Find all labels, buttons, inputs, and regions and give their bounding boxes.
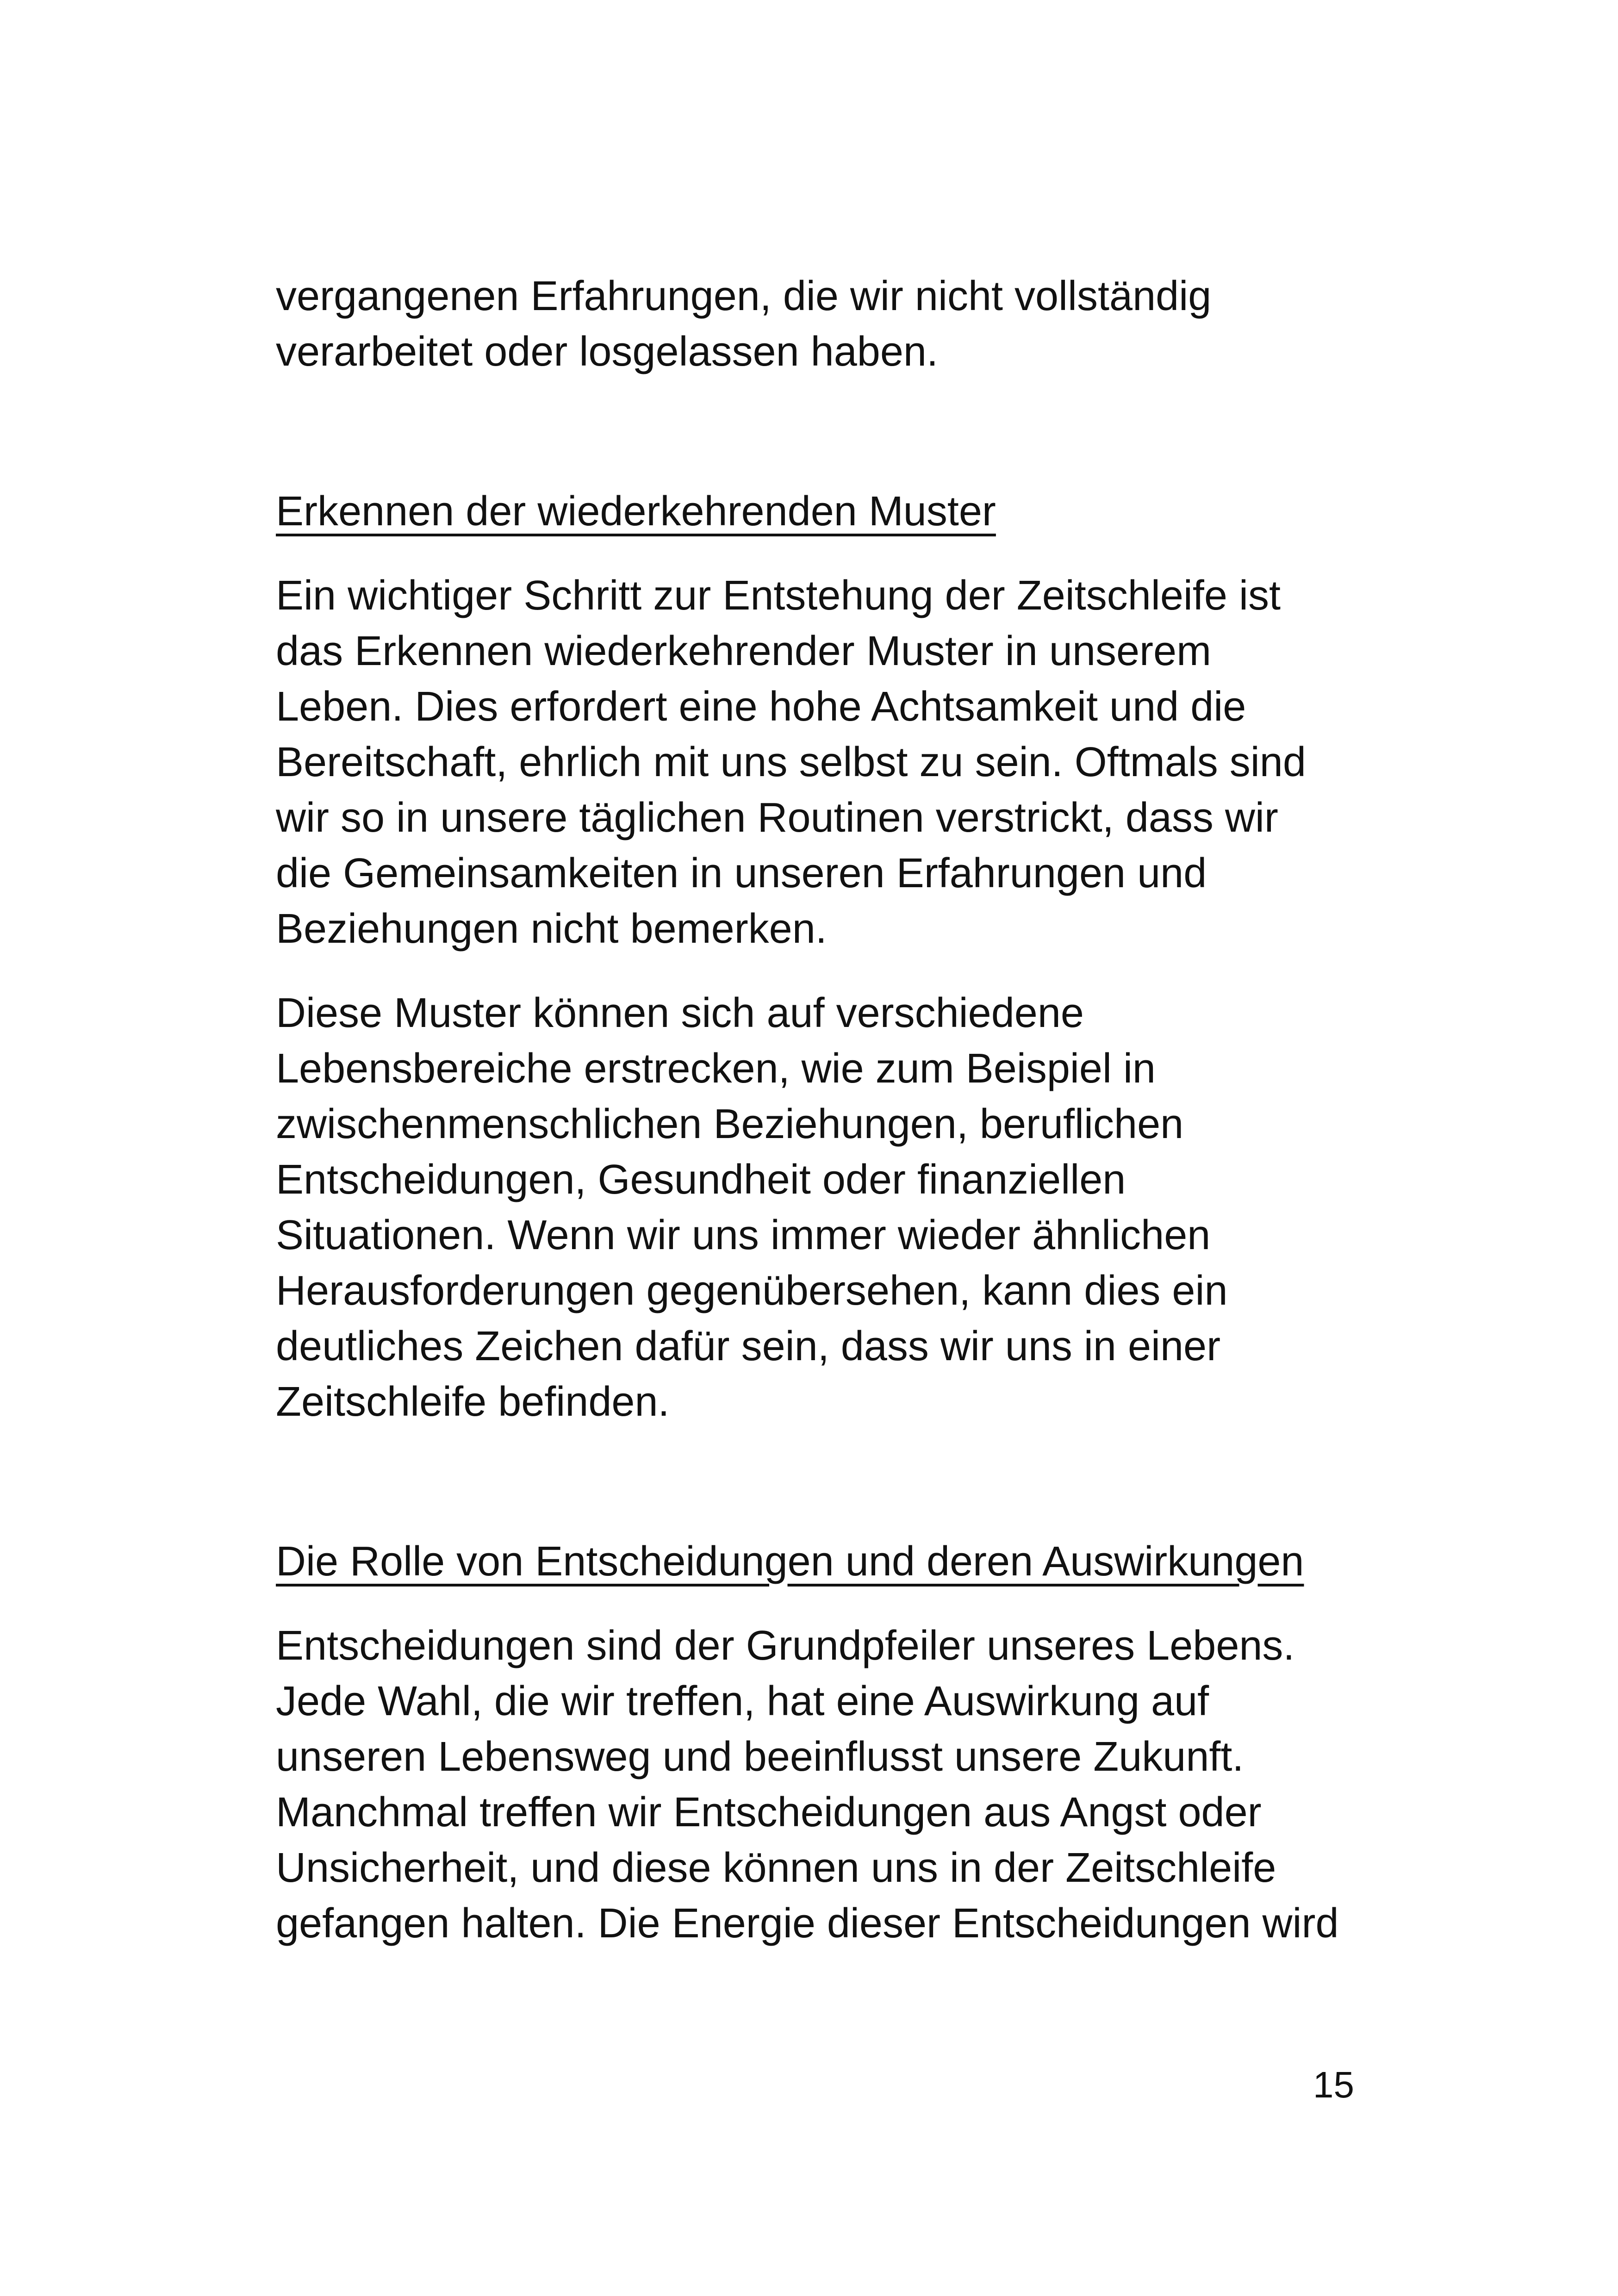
text-line: Entscheidungen sind der Grundpfeiler unseres Lebens. [276,1623,1295,1669]
text-line: das Erkennen wiederkehrender Muster in unserem [276,628,1212,674]
text-line: Beziehungen nicht bemerken. [276,906,827,952]
text-line: Jede Wahl, die wir treffen, hat eine Auswirkung auf [276,1678,1209,1724]
text-line: Entscheidungen, Gesundheit oder finanziellen [276,1157,1126,1203]
text-line: verarbeitet oder losgelassen haben. [276,329,938,375]
text-line: deutliches Zeichen dafür sein, dass wir uns in einer [276,1323,1221,1369]
text-line: Leben. Dies erfordert eine hohe Achtsamkeit und die [276,684,1246,730]
text-line: Lebensbereiche erstrecken, wie zum Beispiel in [276,1045,1156,1092]
text-line: Diese Muster können sich auf verschiedene [276,990,1084,1036]
text-line: Manchmal treffen wir Entscheidungen aus Angst oder [276,1789,1262,1836]
section-heading-muster: Erkennen der wiederkehrenden Muster [276,488,996,535]
text-line: die Gemeinsamkeiten in unseren Erfahrungen und [276,850,1207,896]
text-line: vergangenen Erfahrungen, die wir nicht vollständig [276,273,1212,319]
text-line: unseren Lebensweg und beeinflusst unsere Zukunft. [276,1734,1244,1780]
text-line: Herausforderungen gegenübersehen, kann dies ein [276,1268,1228,1314]
text-line: Ein wichtiger Schritt zur Entstehung der Zeitschleife ist [276,572,1281,619]
section1-paragraph-2 [276,985,1354,1430]
page-body [276,268,1354,1951]
text-line: gefangen halten. Die Energie dieser Entscheidungen wird [276,1900,1339,1947]
section1-paragraph-1 [276,568,1354,957]
section2-paragraph-1 [276,1618,1354,1951]
page-number: 15 [1313,2064,1354,2105]
text-line: Situationen. Wenn wir uns immer wieder ähnlichen [276,1212,1211,1258]
section-heading-entscheidungen: Die Rolle von Entscheidungen und deren Auswirkungen [276,1538,1304,1585]
text-line: zwischenmenschlichen Beziehungen, beruflichen [276,1101,1184,1147]
text-line: Zeitschleife befinden. [276,1379,670,1425]
text-line: Bereitschaft, ehrlich mit uns selbst zu sein. Oftmals sind [276,739,1306,785]
text-line: Unsicherheit, und diese können uns in der Zeitschleife [276,1845,1276,1891]
intro-paragraph [276,268,1354,380]
text-line: wir so in unsere täglichen Routinen verstrickt, dass wir [276,795,1278,841]
